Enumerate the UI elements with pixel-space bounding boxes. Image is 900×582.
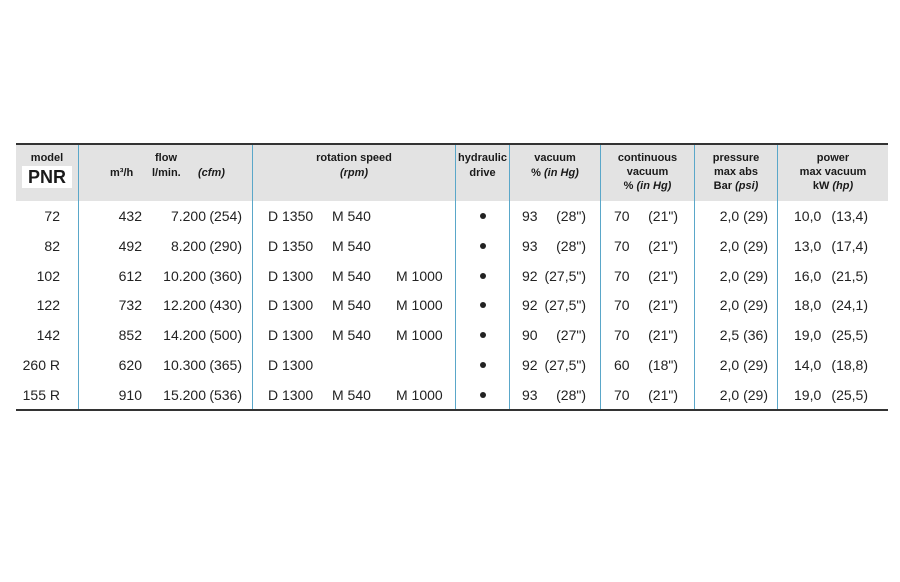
cell-vac: 93 — [522, 208, 538, 224]
cell-d: D 1350 — [268, 208, 314, 224]
cell-cv-hg: (21") — [648, 386, 678, 403]
cell-model: 82 — [44, 237, 60, 254]
header-hydraulic: hydraulic — [458, 152, 507, 164]
cell-m2: M 1000 — [396, 327, 443, 344]
cell-press: 2,0 (29) — [719, 267, 768, 284]
cell-press: 2,5 (36) — [719, 327, 768, 344]
cell-m2: M 1000 — [396, 297, 443, 314]
cell-kw: 13,0 — [794, 237, 822, 254]
cell-vac: 93 — [522, 237, 538, 254]
header-model: model — [30, 152, 64, 164]
header-model-code: PNR — [22, 166, 72, 188]
cell-hp: (25,5) — [831, 327, 868, 344]
hydraulic-bullet-icon — [480, 273, 486, 279]
cell-m: M 540 — [332, 327, 371, 344]
cell-vac: 90 — [522, 327, 538, 344]
table-row — [16, 234, 888, 258]
cell-d: D 1300 — [268, 297, 314, 314]
cell-vac: 92 — [522, 297, 538, 314]
header-power-maxvac: max vacuum — [799, 166, 867, 178]
cell-d: D 1300 — [268, 357, 314, 373]
cell-cv-hg: (21") — [648, 327, 678, 344]
table-row — [16, 264, 888, 288]
cell-vac-hg: (27,5") — [544, 267, 586, 284]
cell-kw: 10,0 — [794, 208, 822, 224]
cell-lmin: 15.200 — [163, 386, 206, 403]
cell-lmin: 10.200 — [163, 267, 206, 284]
table-row — [16, 293, 888, 317]
cell-vac-hg: (28") — [556, 386, 586, 403]
cell-m3h: 612 — [118, 267, 142, 284]
header-vacuum: vacuum — [534, 152, 576, 164]
cell-cv-hg: (21") — [648, 208, 678, 224]
cell-kw: 16,0 — [794, 267, 822, 284]
bottom-rule — [16, 409, 888, 411]
hydraulic-bullet-icon — [480, 362, 486, 368]
cell-cfm: (254) — [209, 208, 242, 224]
cell-model: 142 — [36, 327, 60, 344]
cell-cfm: (360) — [209, 267, 242, 284]
header-flow-m3h: m³/h — [110, 167, 134, 179]
hydraulic-bullet-icon — [480, 332, 486, 338]
cell-model: 72 — [44, 208, 60, 224]
cell-cv: 70 — [614, 267, 630, 284]
cell-kw: 18,0 — [794, 297, 822, 314]
table-row — [16, 323, 888, 347]
cell-lmin: 10.300 — [163, 357, 206, 373]
cell-m: M 540 — [332, 297, 371, 314]
cell-vac: 92 — [522, 357, 538, 373]
cell-m3h: 910 — [118, 386, 142, 403]
header-power: power — [816, 152, 850, 164]
cell-d: D 1350 — [268, 237, 314, 254]
cell-vac: 93 — [522, 386, 538, 403]
table-row — [16, 383, 888, 407]
header-rotation: rotation speed — [316, 152, 392, 164]
cell-hp: (17,4) — [831, 237, 868, 254]
cell-cv-hg: (21") — [648, 297, 678, 314]
cell-m3h: 732 — [118, 297, 142, 314]
header-flow-cfm: (cfm) — [198, 167, 225, 179]
hydraulic-bullet-icon — [480, 302, 486, 308]
cell-kw: 19,0 — [794, 327, 822, 344]
hydraulic-bullet-icon — [480, 243, 486, 249]
cell-vac-hg: (27,5") — [544, 357, 586, 373]
cell-press: 2,0 (29) — [719, 208, 768, 224]
cell-m3h: 852 — [118, 327, 142, 344]
cell-hp: (13,4) — [831, 208, 868, 224]
cell-vac-hg: (27,5") — [544, 297, 586, 314]
cell-cv: 70 — [614, 327, 630, 344]
cell-m: M 540 — [332, 208, 371, 224]
spec-table — [16, 143, 888, 411]
header-flow-lmin: l/min. — [152, 167, 181, 179]
cell-cv-hg: (18") — [648, 357, 678, 373]
cell-press: 2,0 (29) — [719, 386, 768, 403]
cell-hp: (24,1) — [831, 297, 868, 314]
cell-cv: 70 — [614, 297, 630, 314]
cell-m2: M 1000 — [396, 386, 443, 403]
cell-m: M 540 — [332, 267, 371, 284]
cell-m: M 540 — [332, 237, 371, 254]
table-row — [16, 204, 888, 228]
cell-lmin: 12.200 — [163, 297, 206, 314]
cell-d: D 1300 — [268, 386, 314, 403]
cell-press: 2,0 (29) — [719, 237, 768, 254]
hydraulic-bullet-icon — [480, 213, 486, 219]
header-drive: drive — [469, 167, 496, 179]
header-power-kw: kW — [812, 180, 830, 192]
cell-cfm: (365) — [209, 357, 242, 373]
cell-hp: (25,5) — [831, 386, 868, 403]
cell-cv: 60 — [614, 357, 630, 373]
cell-lmin: 7.200 — [170, 208, 206, 224]
header-rotation-rpm: (rpm) — [339, 167, 369, 179]
cell-cv: 70 — [614, 237, 630, 254]
cell-m3h: 492 — [118, 237, 142, 254]
cell-hp: (21,5) — [831, 267, 868, 284]
cell-press: 2,0 (29) — [719, 357, 768, 373]
header-pressure-psi: (psi) — [735, 180, 759, 192]
cell-vac-hg: (28") — [556, 208, 586, 224]
cell-m3h: 432 — [118, 208, 142, 224]
cell-model: 122 — [36, 297, 60, 314]
cell-model: 102 — [36, 267, 60, 284]
header-pressure-maxabs: max abs — [713, 166, 759, 178]
cell-d: D 1300 — [268, 267, 314, 284]
header-continuous-vacuum: vacuum — [626, 166, 669, 178]
cell-lmin: 8.200 — [170, 237, 206, 254]
cell-vac-hg: (27") — [556, 327, 586, 344]
cell-vac: 92 — [522, 267, 538, 284]
header-continuous-pct: % — [623, 180, 634, 192]
cell-press: 2,0 (29) — [719, 297, 768, 314]
cell-cfm: (500) — [209, 327, 242, 344]
cell-cfm: (430) — [209, 297, 242, 314]
cell-cv-hg: (21") — [648, 267, 678, 284]
header-vacuum-hg: (in Hg) — [544, 167, 579, 179]
cell-hp: (18,8) — [831, 357, 868, 373]
table-row — [16, 353, 888, 377]
cell-kw: 14,0 — [794, 357, 822, 373]
header-pressure-bar: Bar — [713, 180, 733, 192]
header-power-hp: (hp) — [832, 180, 854, 192]
cell-m2: M 1000 — [396, 267, 443, 284]
cell-cv: 70 — [614, 386, 630, 403]
cell-model: 155 R — [22, 386, 60, 403]
cell-m3h: 620 — [118, 357, 142, 373]
header-continuous: continuous — [617, 152, 678, 164]
cell-cv: 70 — [614, 208, 630, 224]
header-pressure: pressure — [712, 152, 760, 164]
cell-cfm: (536) — [209, 386, 242, 403]
header-flow: flow — [155, 152, 177, 164]
cell-cfm: (290) — [209, 237, 242, 254]
cell-kw: 19,0 — [794, 386, 822, 403]
header-continuous-hg: (in Hg) — [636, 180, 672, 192]
hydraulic-bullet-icon — [480, 392, 486, 398]
cell-d: D 1300 — [268, 327, 314, 344]
cell-vac-hg: (28") — [556, 237, 586, 254]
header-vacuum-pct: % — [531, 167, 541, 179]
cell-m: M 540 — [332, 386, 371, 403]
cell-lmin: 14.200 — [163, 327, 206, 344]
cell-model: 260 R — [22, 357, 60, 373]
cell-cv-hg: (21") — [648, 237, 678, 254]
